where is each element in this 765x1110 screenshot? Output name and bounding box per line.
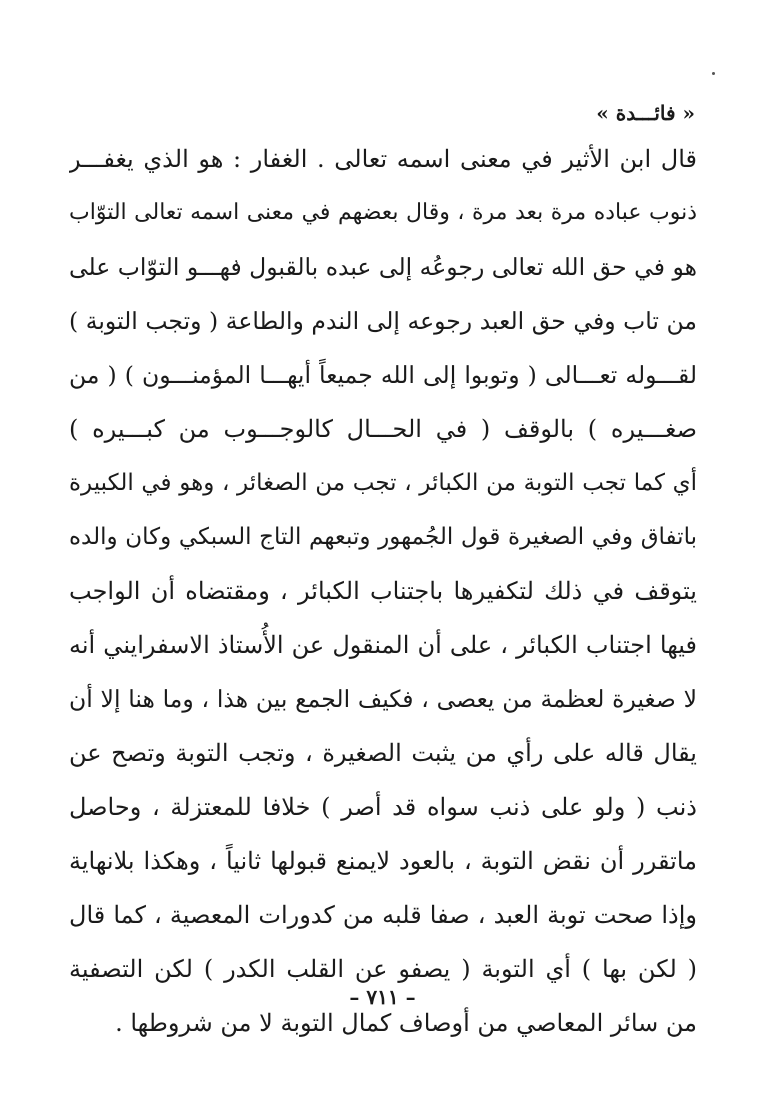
section-heading: « فائـــدة »	[596, 101, 695, 125]
text-line: لا صغيرة لعظمة من يعصى ، فكيف الجمع بين هذا ، وما هنا إلا أن	[69, 685, 697, 713]
text-line: يقال قاله على رأي من يثبت الصغيرة ، وتجب التوبة وتصح عن	[69, 739, 697, 767]
text-line: وإذا صحت توبة العبد ، صفا قلبه من كدورات المعصية ، كما قال	[69, 901, 697, 929]
text-line: من سائر المعاصي من أوصاف كمال التوبة لا من شروطها .	[115, 1009, 697, 1037]
text-line: هو في حق الله تعالى رجوعُه إلى عبده بالقبول فهـــو التوّاب على	[69, 253, 697, 281]
text-line: لقـــوله تعـــالى ( وتوبوا إلى الله جميعاً أيهـــا المؤمنـــون ) ( من	[69, 361, 697, 389]
text-line: ذنوب عباده مرة بعد مرة ، وقال بعضهم في معنى اسمه تعالى التوّاب	[69, 200, 697, 225]
text-line: يتوقف في ذلك لتكفيرها باجتناب الكبائر ، ومقتضاه أن الواجب	[69, 577, 697, 605]
text-line: ماتقرر أن نقض التوبة ، بالعود لايمنع قبولها ثانياً ، وهكذا بلانهاية	[69, 847, 697, 875]
text-line: فيها اجتناب الكبائر ، على أن المنقول عن الأُستاذ الاسفرايني أنه	[69, 631, 697, 659]
text-line: ( لكن بها ) أي التوبة ( يصفو عن القلب الكدر ) لكن التصفية	[69, 955, 697, 983]
text-line: من تاب وفي حق العبد رجوعه إلى الندم والطاعة ( وتجب التوبة )	[69, 307, 697, 335]
text-line: قال ابن الأثير في معنى اسمه تعالى . الغفار : هو الذي يغفـــر	[69, 145, 697, 173]
scan-speck	[712, 72, 715, 75]
page-number: – ٧١١ –	[349, 985, 416, 1009]
text-line: صغـــيره ) بالوقف ( في الحـــال كالوجـــوب من كبـــيره )	[69, 415, 697, 443]
body-text	[69, 132, 697, 1050]
text-line: باتفاق وفي الصغيرة قول الجُمهور وتبعهم التاج السبكي وكان والده	[69, 524, 697, 550]
text-line: ذنب ( ولو على ذنب سواه قد أصر ) خلافا للمعتزلة ، وحاصل	[69, 793, 697, 821]
text-line: أي كما تجب التوبة من الكبائر ، تجب من الصغائر ، وهو في الكبيرة	[69, 470, 697, 496]
